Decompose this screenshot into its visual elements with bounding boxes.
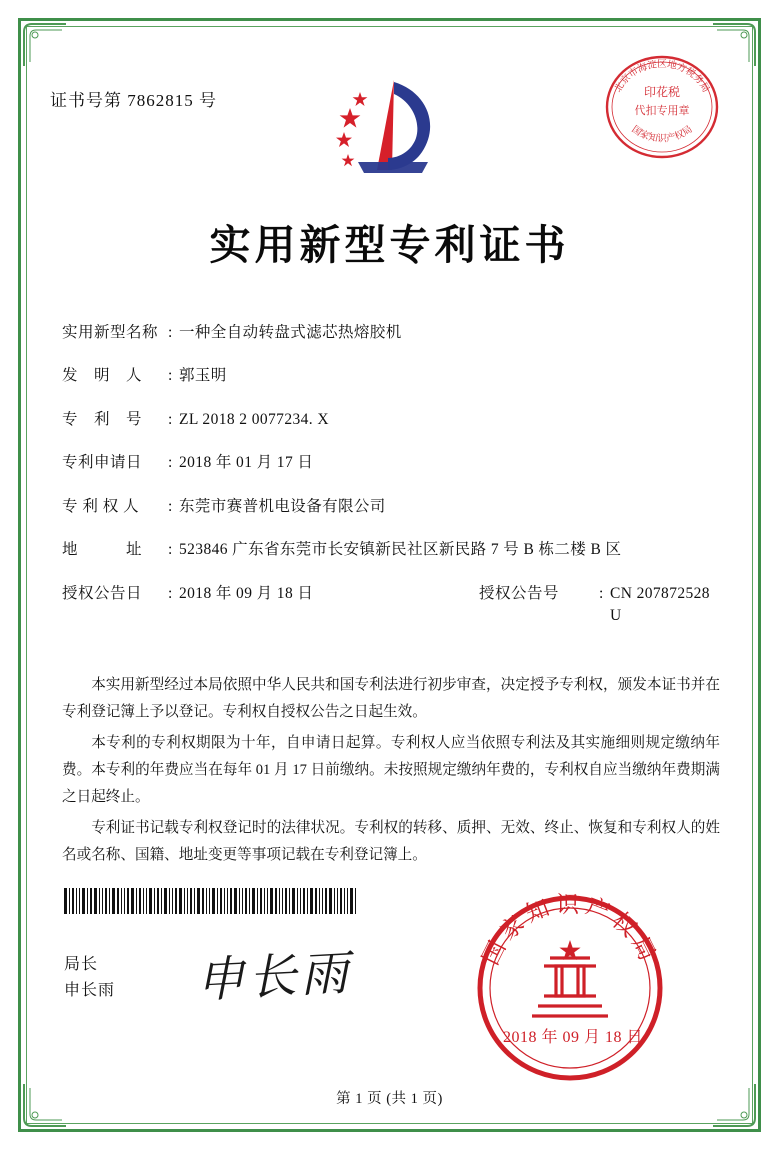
field-colon: :	[168, 324, 173, 341]
svg-text:北京市海淀区地方税务局: 北京市海淀区地方税务局	[612, 58, 712, 95]
svg-text:代扣专用章: 代扣专用章	[634, 104, 690, 117]
field-colon: :	[168, 584, 173, 602]
svg-text:国家知识产权局: 国家知识产权局	[477, 892, 663, 970]
paragraph-3: 专利证书记载专利权登记时的法律状况。专利权的转移、质押、无效、终止、恢复和专利权人的姓名或名称、国籍、地址变更等事项记载在专利登记簿上。	[62, 819, 720, 863]
seal-date: 2018 年 09 月 18 日	[502, 1029, 643, 1046]
page-footer: 第 1 页 (共 1 页)	[336, 1091, 443, 1107]
paragraph-1: 本实用新型经过本局依照中华人民共和国专利法进行初步审查，决定授予专利权，颁发本证书并在专利登记簿上予以登记。专利权自授权公告之日起生效。	[62, 677, 720, 720]
svg-text:印花税: 印花税	[643, 85, 681, 99]
barcode	[64, 888, 364, 914]
field-label: 专 利 号	[62, 410, 143, 428]
svg-text:国家知识产权局: 国家知识产权局	[629, 123, 695, 145]
field-colon: :	[168, 541, 173, 559]
field-list	[62, 322, 722, 649]
field-label: 专利申请日	[62, 454, 143, 472]
field-colon: :	[168, 367, 173, 385]
field-row	[62, 452, 722, 474]
field-value-grant-number: CN 207872528 U	[610, 584, 710, 625]
field-value-patentee: 东莞市赛普机电设备有限公司	[179, 497, 386, 515]
field-label: 地 址	[62, 541, 143, 559]
field-label-grant-number: 授权公告号	[479, 584, 560, 602]
legal-text-block	[62, 672, 720, 873]
field-colon: :	[599, 584, 604, 602]
handwritten-signature: 申长雨	[194, 944, 354, 1010]
certificate-number: 证书号第 7862815 号	[50, 91, 217, 110]
field-value-inventor: 郭玉明	[179, 367, 227, 385]
director-role-label: 局长	[64, 956, 99, 973]
field-colon: :	[168, 497, 173, 515]
corner-ornament-icon	[22, 22, 68, 68]
field-row	[62, 322, 722, 344]
field-label: 实用新型名称	[62, 324, 159, 341]
signature-block	[64, 952, 115, 1005]
national-ip-administration-seal-icon	[470, 888, 670, 1088]
field-label: 发 明 人	[62, 367, 143, 385]
field-value-grant-date: 2018 年 09 月 18 日	[179, 584, 314, 602]
field-value-patent-number: ZL 2018 2 0077234. X	[179, 410, 329, 428]
field-row	[62, 365, 722, 387]
tax-stamp-seal-icon	[603, 48, 721, 166]
patent-office-logo-icon	[322, 70, 452, 195]
field-value-address: 523846 广东省东莞市长安镇新民社区新民路 7 号 B 栋二楼 B 区	[179, 541, 622, 559]
field-value-application-date: 2018 年 01 月 17 日	[179, 454, 314, 472]
paragraph-2: 本专利的专利权期限为十年，自申请日起算。专利权人应当依照专利法及其实施细则规定缴纳年费。本专利的年费应当在每年 01 月 17 日前缴纳。未按照规定缴纳年费的，专利权自应当缴纳年费期满之日起终止。	[62, 734, 720, 805]
field-value-utility-model-name: 一种全自动转盘式滤芯热熔胶机	[179, 324, 402, 341]
field-label: 专 利 权 人	[62, 497, 140, 515]
field-row	[62, 496, 722, 518]
director-name: 申长雨	[64, 982, 116, 1000]
field-row-grant	[62, 583, 722, 628]
field-row	[62, 409, 722, 431]
field-row	[62, 539, 722, 561]
field-colon: :	[168, 410, 173, 428]
field-label: 授权公告日	[62, 584, 143, 602]
field-colon: :	[168, 454, 173, 472]
page-title: 实用新型专利证书	[209, 221, 570, 269]
